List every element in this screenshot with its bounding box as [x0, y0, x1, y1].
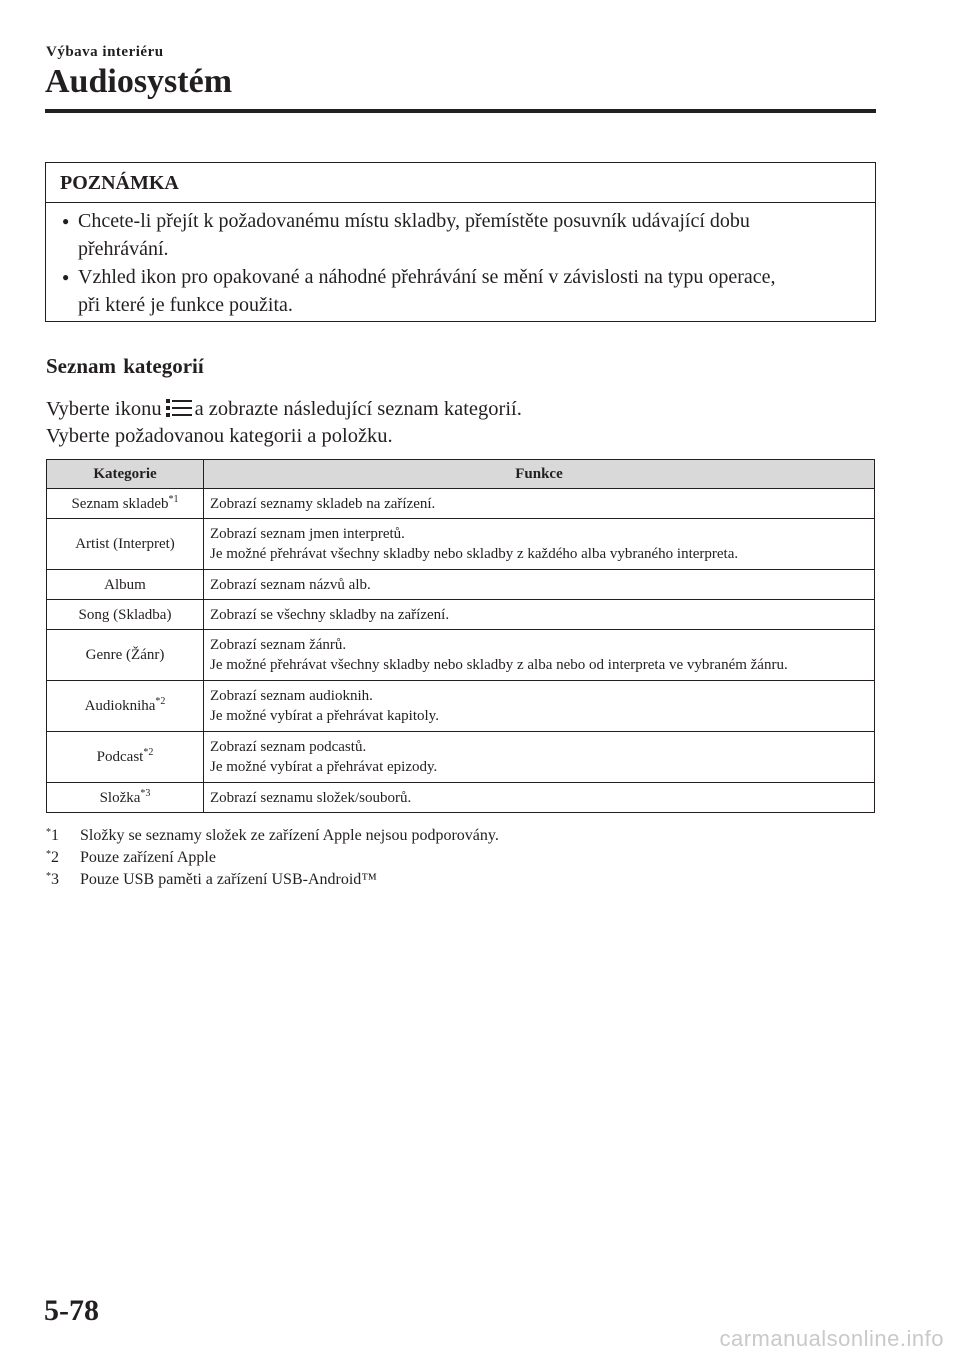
function-cell: Zobrazí seznam podcastů. Je možné vybírat a přehrávat epizody.: [204, 732, 875, 783]
column-header: Funkce: [204, 460, 875, 489]
note-item: [62, 207, 868, 263]
table-row: [47, 570, 875, 600]
table-row: [47, 681, 875, 732]
title-rule: [45, 109, 876, 113]
bullet-icon: ●: [62, 270, 70, 284]
function-cell: Zobrazí seznam audioknih. Je možné vybírat a přehrávat kapitoly.: [204, 681, 875, 732]
category-cell: Song (Skladba): [47, 600, 204, 630]
category-cell: Seznam skladeb$^{*1}$: [47, 489, 204, 519]
bullet-icon: ●: [62, 214, 70, 228]
footnote: *1 Složky se seznamy složek ze zařízení Apple nejsou podporovány.: [46, 827, 499, 844]
function-cell: Zobrazí seznam žánrů. Je možné přehrávat všechny skladby nebo skladby z alba nebo od interpreta ve vybraném žánru.: [204, 630, 875, 681]
function-cell: Zobrazí seznamu složek/souborů.: [204, 783, 875, 813]
table-row: [47, 783, 875, 813]
function-cell: Zobrazí seznam názvů alb.: [204, 570, 875, 600]
chapter-title: Audiosystém: [45, 63, 233, 100]
table-row: [47, 600, 875, 630]
category-cell: Podcast$^{*2}$: [47, 732, 204, 783]
instruction-line: Vyberte požadovanou kategorii a položku.: [46, 425, 393, 447]
section-label: Výbava interiéru: [46, 44, 164, 60]
page-number: 5-78: [44, 1294, 99, 1327]
footnote-text: Složky se seznamy složek ze zařízení Apple nejsou podporovány.: [80, 827, 499, 844]
table-row: [47, 630, 875, 681]
footnote-mark: *: [46, 827, 51, 838]
note-item-line: Vzhled ikon pro opakované a náhodné přehrávání se mění v závislosti na typu operace,: [78, 266, 776, 288]
table-row: [47, 519, 875, 570]
footnote-ref: *1: [168, 493, 179, 505]
category-cell: Složka$^{*3}$: [47, 783, 204, 813]
category-cell: Album: [47, 570, 204, 600]
category-table: [46, 459, 875, 813]
instruction-text: a zobrazte následující seznam kategorií.: [194, 398, 522, 420]
column-header: Kategorie: [47, 460, 204, 489]
category-heading: Seznam kategorií: [46, 354, 204, 378]
function-cell: Zobrazí se všechny skladby na zařízení.: [204, 600, 875, 630]
footnote-ref: *2: [143, 747, 154, 758]
table-row: [47, 732, 875, 783]
footnote-text: Pouze zařízení Apple: [80, 849, 216, 866]
note-box: [45, 162, 876, 322]
footnote-text: Pouze USB paměti a zařízení USB-Android™: [80, 871, 377, 888]
footnote-mark: *: [46, 849, 51, 860]
function-cell: Zobrazí seznamy skladeb na zařízení.: [204, 489, 875, 519]
footnote: *2 Pouze zařízení Apple: [46, 849, 216, 866]
note-item-line: Chcete-li přejít k požadovanému místu skladby, přemístěte posuvník udávající dobu: [78, 210, 750, 232]
note-item: [62, 263, 868, 319]
category-cell: Artist (Interpret): [47, 519, 204, 570]
note-item-line: přehrávání.: [78, 238, 169, 260]
note-title: POZNÁMKA: [46, 163, 875, 203]
footnote-ref: *3: [140, 787, 151, 799]
footnote-mark: *: [46, 871, 51, 882]
function-cell: Zobrazí seznam jmen interpretů. Je možné přehrávat všechny skladby nebo skladby z každého alba vybraného interpreta.: [204, 519, 875, 570]
instruction-text: Vyberte ikonu: [46, 398, 162, 420]
footnote-ref: *2: [155, 696, 166, 707]
table-row: [47, 489, 875, 519]
table-header-row: [47, 460, 875, 489]
footnote: *3 Pouze USB paměti a zařízení USB-Android™: [46, 871, 377, 888]
watermark[interactable]: carmanualsonline.info: [719, 1326, 944, 1351]
category-cell: Audiokniha$^{*2}$: [47, 681, 204, 732]
note-item-line: při které je funkce použita.: [78, 294, 293, 316]
category-cell: Genre (Žánr): [47, 630, 204, 681]
